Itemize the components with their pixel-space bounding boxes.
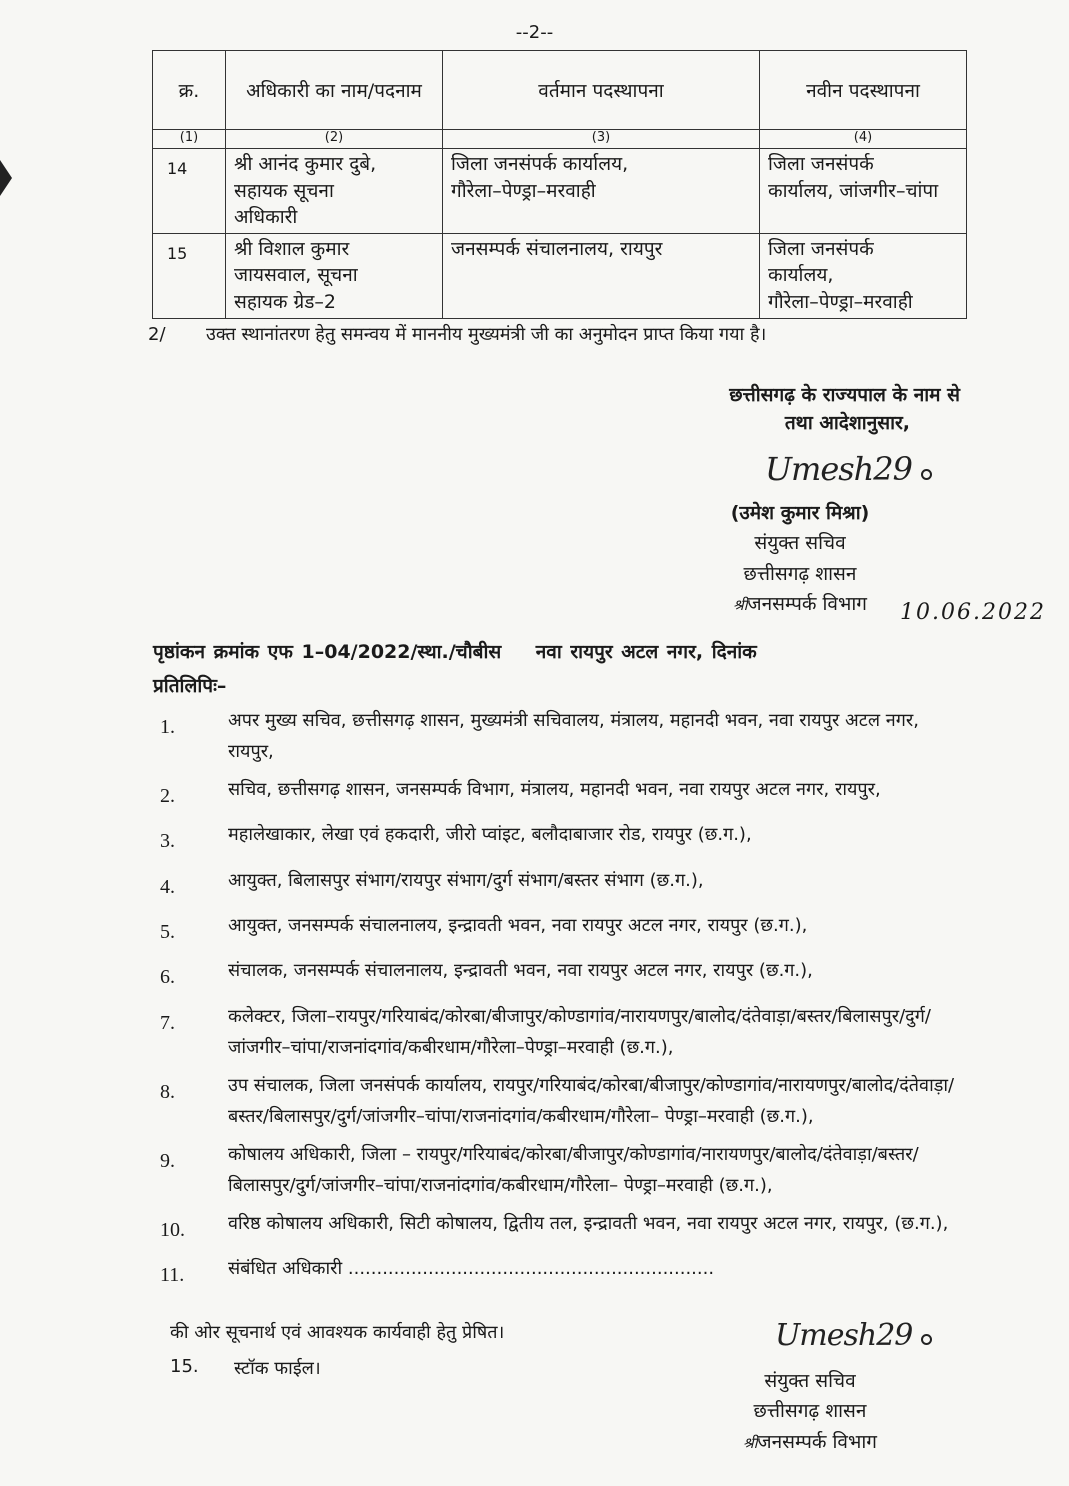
signatory-block <box>690 498 910 620</box>
signatory-designation: संयुक्त सचिव <box>754 532 846 555</box>
table-row <box>153 149 967 234</box>
signature: Umesh29 <box>765 450 912 488</box>
initial-mark: श्री <box>743 1433 758 1452</box>
list-item <box>160 706 960 768</box>
current-line: गौरेला–पेण्ड्रा–मरवाही <box>451 179 596 202</box>
officer-line: जायसवाल, सूचना <box>234 264 358 287</box>
list-item <box>160 956 960 994</box>
item-number: 1. <box>160 716 175 738</box>
column-number-row <box>153 130 967 149</box>
officer-line: अधिकारी <box>234 206 298 229</box>
footer-signatory-block <box>700 1366 920 1457</box>
new-posting-cell <box>760 149 967 234</box>
signature-image <box>765 450 932 488</box>
page-number: --2-- <box>515 22 554 43</box>
header-new-posting: नवीन पदस्थापना <box>760 51 967 130</box>
officer-cell <box>226 149 443 234</box>
signature-dot <box>921 1334 932 1345</box>
new-line: कार्यालय, <box>768 264 834 287</box>
new-line: जिला जनसंपर्क <box>768 153 874 175</box>
postings-table <box>152 50 967 319</box>
signatory-government: छत्तीसगढ़ शासन <box>753 1400 867 1423</box>
item-number: 5. <box>160 921 175 944</box>
item-text: आयुक्त, बिलासपुर संभाग/रायपुर संभाग/दुर्ग संभाग/बस्तर संभाग (छ.ग.), <box>228 869 704 891</box>
header-officer: अधिकारी का नाम/पदनाम <box>226 51 443 130</box>
item-number: 4. <box>160 875 175 898</box>
item-text: संचालक, जनसम्पर्क संचालनालय, इन्द्रावती भवन, नवा रायपुर अटल नगर, रायपुर (छ.ग.), <box>228 960 813 982</box>
row-sno: 14 <box>153 149 226 234</box>
list-item <box>160 1071 960 1133</box>
new-posting-cell <box>760 233 967 318</box>
list-item <box>160 820 960 858</box>
note-number: 2/ <box>148 324 166 345</box>
item-text: उप संचालक, जिला जनसंपर्क कार्यालय, रायपुर/गरियाबंद/कोरबा/बीजापुर/कोण्डागांव/नारायणपुर/बालोद/दंतेवाड़ा/बस्तर/बिलासपुर/दुर्ग/जांजगीर–चांपा/राजनांदगांव/कबीरधाम/गौरेला– पेण्ड्रा–मरवाही (छ.ग.), <box>228 1074 955 1127</box>
forwarding-text: की ओर सूचनार्थ एवं आवश्यक कार्यवाही हेतु प्रेषित। <box>170 1322 505 1343</box>
list-item <box>160 775 960 813</box>
reference-number: पृष्ठांकन क्रमांक एफ 1–04/2022/स्था./चौबीस <box>153 641 502 663</box>
list-item <box>160 1254 960 1292</box>
item-number: 3. <box>160 830 175 853</box>
item-number: 2. <box>160 784 175 807</box>
table-header-row <box>153 51 967 130</box>
item-number: 7. <box>160 1011 175 1034</box>
item-text: संबंधित अधिकारी ................................................................ <box>228 1257 715 1279</box>
officer-cell <box>226 233 443 318</box>
new-line: जिला जनसंपर्क <box>768 237 874 260</box>
note-text: उक्त स्थानांतरण हेतु समन्वय में माननीय मुख्यमंत्री जी का अनुमोदन प्राप्त किया गया है। <box>206 324 767 345</box>
item-text: महालेखाकार, लेखा एवं हकदारी, जीरो प्वांइट, बलौदाबाजार रोड, रायपुर (छ.ग.), <box>228 824 752 846</box>
item-number: 10. <box>160 1218 185 1241</box>
current-line: जनसम्पर्क संचालनालय, रायपुर <box>451 237 663 260</box>
place-date-label: नवा रायपुर अटल नगर, दिनांक <box>535 641 757 663</box>
new-line: गौरेला–पेण्ड्रा–मरवाही <box>768 290 913 313</box>
current-posting-cell <box>443 233 760 318</box>
column-number: (2) <box>226 130 443 149</box>
list-item <box>160 1140 960 1202</box>
item-number: 15. <box>170 1356 199 1377</box>
officer-line: श्री विशाल कुमार <box>234 237 350 260</box>
signatory-designation: संयुक्त सचिव <box>764 1370 856 1392</box>
order-authority <box>600 382 960 437</box>
item-text: कलेक्टर, जिला–रायपुर/गरियाबंद/कोरबा/बीजापुर/कोण्डागांव/नारायणपुर/बालोद/दंतेवाड़ा/बस्तर/बिलासपुर/दुर्ग/जांजगीर–चांपा/राजनांदगांव/कबीरधाम/गौरेला–पेण्ड्रा–मरवाही (छ.ग.), <box>228 1005 931 1058</box>
list-item <box>160 1002 960 1064</box>
item-number: 6. <box>160 966 175 989</box>
initial-mark: श्री <box>733 596 748 615</box>
corner-mark <box>0 160 12 196</box>
signature-dot <box>921 469 932 480</box>
header-current-posting: वर्तमान पदस्थापना <box>443 51 760 130</box>
stock-file-line <box>170 1356 321 1380</box>
item-text: आयुक्त, जनसम्पर्क संचालनालय, इन्द्रावती भवन, नवा रायपुर अटल नगर, रायपुर (छ.ग.), <box>228 915 808 937</box>
item-number: 8. <box>160 1080 175 1103</box>
column-number: (1) <box>153 130 226 149</box>
handwritten-date: 10.06.2022 <box>900 600 1046 625</box>
header-sno: क्र. <box>153 51 226 130</box>
item-number: 9. <box>160 1149 175 1172</box>
order-line: छत्तीसगढ़ के राज्यपाल के नाम से <box>729 384 960 406</box>
row-sno: 15 <box>153 233 226 318</box>
officer-line: सहायक सूचना <box>234 179 334 202</box>
item-text: सचिव, छत्तीसगढ़ शासन, जनसम्पर्क विभाग, मंत्रालय, महानदी भवन, नवा रायपुर अटल नगर, रायपुर, <box>228 778 881 800</box>
item-number: 11. <box>160 1263 185 1286</box>
officer-line: श्री आनंद कुमार दुबे, <box>234 153 377 175</box>
signatory-department: जनसम्पर्क विभाग <box>757 1430 877 1453</box>
item-text: वरिष्ठ कोषालय अधिकारी, सिटी कोषालय, द्वितीय तल, इन्द्रावती भवन, नवा रायपुर अटल नगर, रायपुर, (छ.ग.), <box>228 1212 949 1234</box>
endorsement-reference <box>153 638 757 664</box>
current-line: जिला जनसंपर्क कार्यालय, <box>451 153 629 175</box>
new-line: कार्यालय, जांजगीर–चांपा <box>768 179 939 202</box>
signature: Umesh29 <box>775 1318 913 1353</box>
list-item <box>160 866 960 904</box>
column-number: (4) <box>760 130 967 149</box>
list-item <box>160 1209 960 1247</box>
signatory-department: जनसम्पर्क विभाग <box>747 593 867 616</box>
signatory-government: छत्तीसगढ़ शासन <box>743 562 857 585</box>
signatory-name: (उमेश कुमार मिश्रा) <box>730 502 870 524</box>
approval-note <box>148 322 766 346</box>
list-item <box>160 911 960 949</box>
item-text: स्टॉक फाईल। <box>234 1358 321 1379</box>
signature-image <box>775 1318 932 1353</box>
item-text: अपर मुख्य सचिव, छत्तीसगढ़ शासन, मुख्यमंत्री सचिवालय, मंत्रालय, महानदी भवन, नवा रायपुर अटल नगर, रायपुर, <box>228 710 920 762</box>
current-posting-cell <box>443 149 760 234</box>
signatory-department-line <box>690 589 910 619</box>
signatory-department-line <box>700 1427 920 1457</box>
order-line: तथा आदेशानुसार, <box>784 411 910 434</box>
table-row <box>153 233 967 318</box>
copy-list <box>160 706 960 1299</box>
column-number: (3) <box>443 130 760 149</box>
officer-line: सहायक ग्रेड–2 <box>234 290 336 313</box>
item-text: कोषालय अधिकारी, जिला – रायपुर/गरियाबंद/कोरबा/बीजापुर/कोण्डागांव/नारायणपुर/बालोद/दंतेवाड़ा/बस्तर/बिलासपुर/दुर्ग/जांजगीर–चांपा/राजनांदगांव/कबीरधाम/गौरेला– पेण्ड्रा–मरवाही (छ.ग.), <box>228 1143 919 1196</box>
copy-heading: प्रतिलिपिः– <box>153 675 227 697</box>
